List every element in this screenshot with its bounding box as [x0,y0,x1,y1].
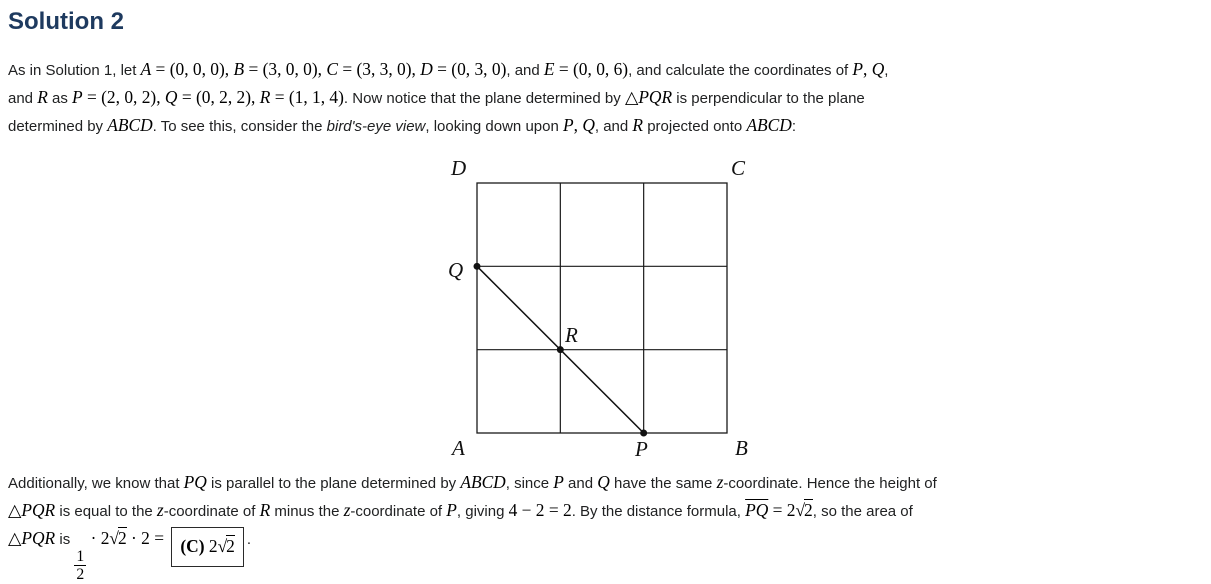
text-run: : [791,118,797,135]
text-run: is [55,531,75,548]
math-run: ABCD [107,115,153,135]
math-run: (C) [180,535,209,556]
text-run: . Now notice that the plane determined by [343,90,625,107]
text-run: , and [506,62,544,79]
text-run: is parallel to the plane determined by [206,475,461,492]
square-ABCD [477,183,727,433]
math-run: A [140,59,152,79]
math-run: = (2, 0, 2), [82,87,165,107]
math-run: = (3, 3, 0), [337,59,421,79]
math-run: P [852,59,864,79]
math-run: R [632,115,644,135]
math-run: P [562,115,574,135]
text-run: and [8,90,38,107]
radicand: 2 [226,535,235,556]
math-run: z [156,500,164,520]
birds-eye-diagram [445,150,767,465]
math-run: P [553,472,564,492]
text-run: projected onto [643,118,747,135]
point-dot-R [556,346,563,353]
math-run: △ [624,87,639,107]
math-run: E [543,59,555,79]
text-run: , [884,62,889,79]
math-run: = (3, 0, 0), [244,59,327,79]
math-run: = (0, 0, 0), [151,59,234,79]
text-run: , looking down upon [425,118,563,135]
math-run: = (1, 1, 4) [270,87,344,107]
page-title: Solution 2 [8,8,124,35]
math-run: = (0, 2, 2), [177,87,260,107]
fraction [74,548,86,584]
text-run: As in Solution 1, let [8,62,141,79]
math-run: · 2 [86,528,110,548]
text-run: , since [505,475,554,492]
text-run: bird's-eye view [326,118,426,135]
point-label-P: P [634,437,648,461]
math-run: $\overline{PQ}$ [745,500,769,520]
sqrt-expression [796,500,813,520]
text-run: Additionally, we know that [8,475,184,492]
math-run: , [573,115,583,135]
radicand: 2 [117,528,127,548]
answer-box [171,527,243,567]
math-run: △ [8,528,22,548]
text-run: , and calculate the coordinates of [628,62,853,79]
text-run: -coordinate. Hence the height of [723,475,937,492]
text-run: minus the [270,503,344,520]
math-run: D [420,59,433,79]
math-run: = 2 [768,500,796,520]
math-run: z [716,472,724,492]
math-run: = (0, 3, 0) [432,59,507,79]
text-run: . By the distance formula, [571,503,746,520]
math-run: C [326,59,338,79]
point-label-R: R [564,323,578,347]
fraction-numerator: 1 [76,547,85,565]
radical-icon: √ [109,528,119,548]
radical-icon: √ [795,500,806,520]
math-run: Q [582,115,595,135]
text-run: is perpendicular to the plane [672,90,865,107]
math-run: P [446,500,457,520]
text-run: -coordinate of [350,503,447,520]
math-run: PQ [183,472,207,492]
paragraph-conclusion [8,469,1203,584]
text-run: determined by [8,118,108,135]
vertex-label-D: D [450,156,466,180]
radicand: 2 [804,500,813,520]
point-dot-Q [473,263,480,270]
math-run: PQR [21,500,56,520]
text-run: . [246,531,251,548]
point-label-Q: Q [447,258,463,282]
math-run: Q [871,59,885,79]
math-run: 4 − 2 = 2 [508,500,572,520]
math-run: PQR [21,528,56,548]
math-run: , [863,59,872,79]
vertex-label-B: B [734,436,748,460]
math-run: B [233,59,245,79]
text-run: . To see this, consider the [152,118,327,135]
math-run: R [259,500,271,520]
math-run: 2 [208,535,218,556]
solution-page [0,8,1211,584]
text-run: and [563,475,598,492]
vertex-label-A: A [451,436,465,460]
math-run: P [72,87,83,107]
math-run: Q [597,472,610,492]
point-dot-P [640,430,647,437]
text-run: is equal to the [55,503,157,520]
math-run: R [259,87,271,107]
text-run: , giving [456,503,509,520]
sqrt-expression [218,536,235,556]
fraction-denominator: 2 [76,566,85,584]
text-run: have the same [609,475,717,492]
text-run: -coordinate of [163,503,260,520]
paragraph-intro [8,56,1203,140]
math-run: Q [164,87,178,107]
math-run: · 2 = [126,528,169,548]
vertex-label-C: C [730,156,745,180]
text-run: , so the area of [812,503,913,520]
math-run: ABCD [746,115,792,135]
math-run: △ [8,500,22,520]
sqrt-expression [109,528,126,548]
text-run: as [47,90,73,107]
math-run: z [343,500,351,520]
math-run: R [37,87,48,107]
math-run: ABCD [460,472,506,492]
radical-icon: √ [217,535,228,556]
text-run: , and [594,118,633,135]
math-run: PQR [638,87,673,107]
math-run: = (0, 0, 6) [554,59,629,79]
diagram-svg [445,150,767,465]
